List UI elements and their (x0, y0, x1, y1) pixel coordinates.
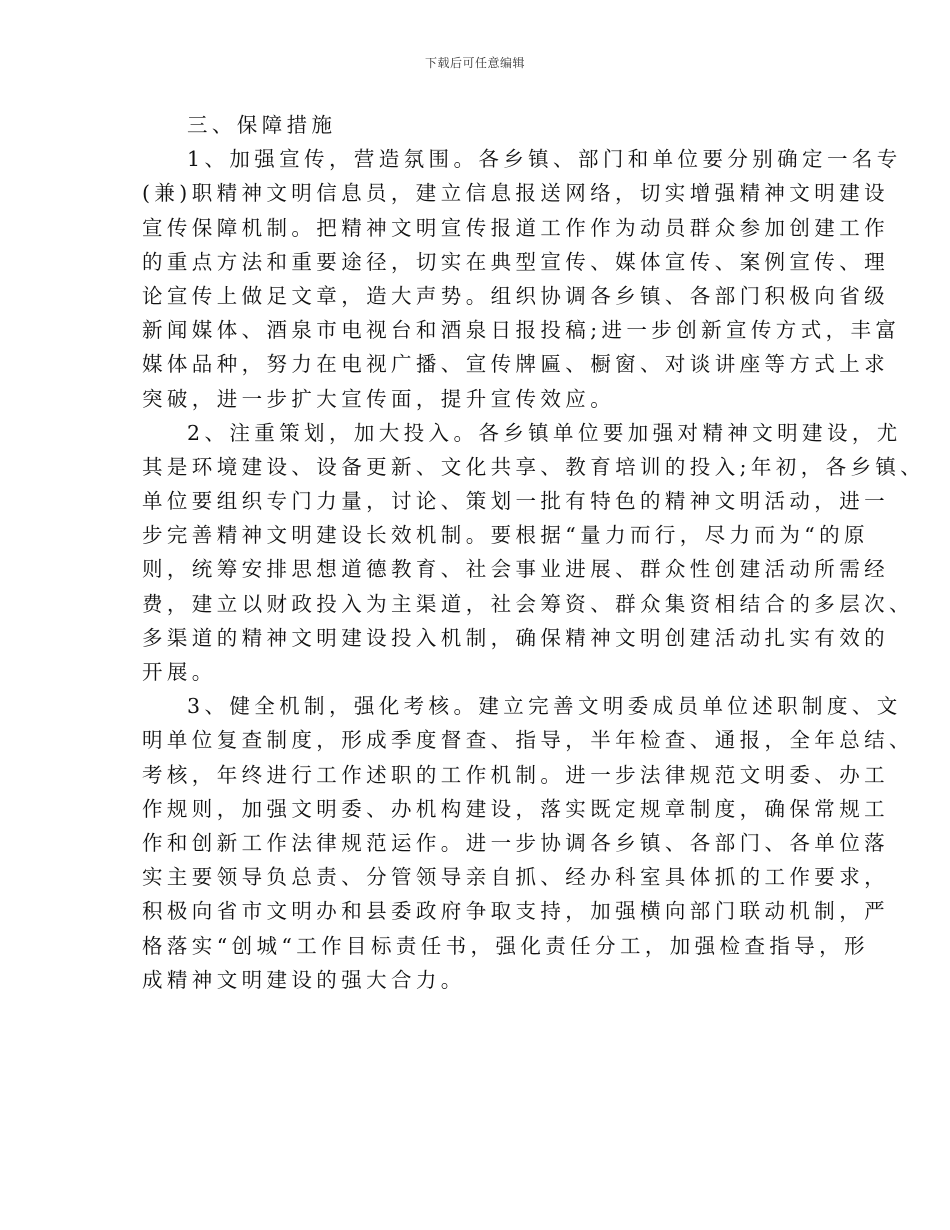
paragraph-line: 实主要领导负总责、分管领导亲自抓、经办科室具体抓的工作要求， (142, 865, 889, 890)
paragraph-line: 新闻媒体、酒泉市电视台和酒泉日报投稿;进一步创新宣传方式，丰富 (142, 318, 901, 343)
paragraph-line: 开展。 (142, 660, 217, 684)
paragraph-line: 媒体品种，努力在电视广播、宣传牌匾、橱窗、对谈讲座等方式上求 (142, 352, 889, 377)
paragraph-1 (142, 142, 902, 416)
document-body (142, 108, 926, 997)
paragraph-line: 步完善精神文明建设长效机制。要根据“量力而行，尽力而为“的原 (142, 523, 869, 548)
paragraph-line: 1、加强宣传，营造氛围。各乡镇、部门和单位要分别确定一名专 (187, 147, 902, 172)
paragraph-line: 单位要组织专门力量，讨论、策划一批有特色的精神文明活动，进一 (142, 489, 889, 514)
paragraph-line: 突破，进一步扩大宣传面，提升宣传效应。 (142, 386, 616, 411)
paragraph-2 (142, 416, 926, 690)
paragraph-line: 作规则，加强文明委、办机构建设，落实既定规章制度，确保常规工 (142, 796, 889, 821)
paragraph-line: 积极向省市文明办和县委政府争取支持，加强横向部门联动机制，严 (142, 899, 889, 924)
paragraph-line: 则，统筹安排思想道德教育、社会事业进展、群众性创建活动所需经 (142, 557, 889, 582)
paragraph-line: 作和创新工作法律规范运作。进一步协调各乡镇、各部门、各单位落 (142, 830, 889, 855)
paragraph-line: 明单位复查制度，形成季度督查、指导，半年检查、通报，全年总结、 (142, 728, 914, 753)
paragraph-line: 的重点方法和重要途径，切实在典型宣传、媒体宣传、案例宣传、理 (142, 249, 889, 274)
paragraph-line: 格落实“创城“工作目标责任书，强化责任分工，加强检查指导，形 (142, 933, 869, 958)
paragraph-line: 宣传保障机制。把精神文明宣传报道工作作为动员群众参加创建工作 (142, 215, 889, 240)
paragraph-line: 3、健全机制，强化考核。建立完善文明委成员单位述职制度、文 (187, 694, 902, 719)
paragraph-line: 其是环境建设、设备更新、文化共享、教育培训的投入;年初，各乡镇、 (142, 454, 926, 479)
paragraph-line: 考核，年终进行工作述职的工作机制。进一步法律规范文明委、办工 (142, 762, 889, 787)
paragraph-3 (142, 689, 914, 997)
section-title: 三、保障措施 (187, 113, 337, 137)
paragraph-line: (兼)职精神文明信息员，建立信息报送网络，切实增强精神文明建设 (142, 181, 889, 206)
paragraph-line: 费，建立以财政投入为主渠道，社会筹资、群众集资相结合的多层次、 (142, 591, 914, 616)
paragraph-line: 2、注重策划，加大投入。各乡镇单位要加强对精神文明建设，尤 (187, 420, 902, 445)
paragraph-line: 成精神文明建设的强大合力。 (142, 967, 466, 992)
paragraph-line: 多渠道的精神文明建设投入机制，确保精神文明创建活动扎实有效的 (142, 625, 889, 650)
paragraph-line: 论宣传上做足文章，造大声势。组织协调各乡镇、各部门积极向省级 (142, 283, 889, 308)
page-header: 下载后可任意编辑 (424, 56, 525, 70)
